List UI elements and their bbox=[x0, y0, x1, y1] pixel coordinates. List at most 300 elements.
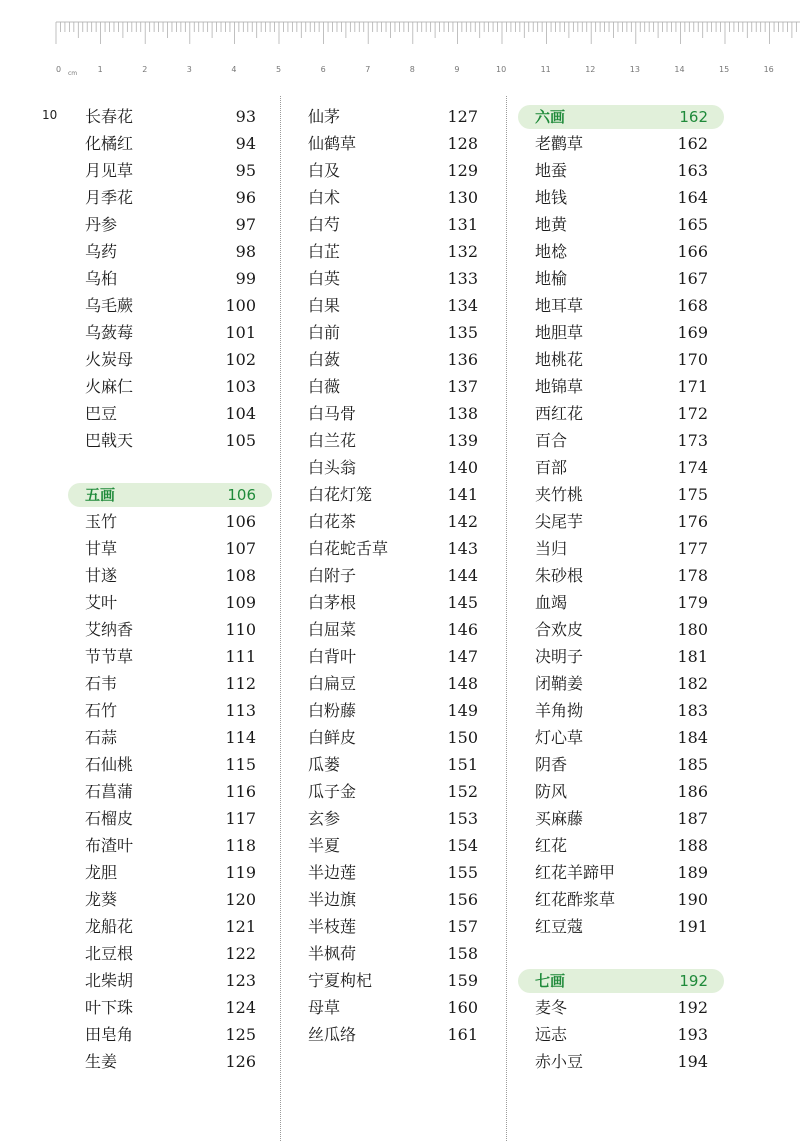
entry-page-number: 189 bbox=[677, 863, 708, 882]
index-entry bbox=[68, 157, 272, 184]
entry-page-number: 93 bbox=[235, 107, 256, 126]
ruler-number: 3 bbox=[186, 65, 192, 74]
herb-name: 红花羊蹄甲 bbox=[535, 863, 616, 882]
herb-name: 红花酢浆草 bbox=[535, 890, 616, 909]
entry-page-number: 165 bbox=[677, 215, 708, 234]
herb-name: 地蚕 bbox=[535, 161, 568, 180]
section-label: 七画 bbox=[535, 972, 566, 990]
entry-page-number: 127 bbox=[447, 107, 478, 126]
index-entry bbox=[68, 778, 272, 805]
index-entry bbox=[518, 1021, 724, 1048]
herb-name: 火炭母 bbox=[85, 350, 134, 369]
herb-name: 化橘红 bbox=[85, 134, 134, 153]
index-entry bbox=[290, 589, 490, 616]
entry-page-number: 112 bbox=[225, 674, 256, 693]
index-entry bbox=[68, 130, 272, 157]
index-entry bbox=[290, 859, 490, 886]
index-entry bbox=[290, 967, 490, 994]
herb-name: 艾叶 bbox=[85, 593, 118, 612]
herb-name: 龙胆 bbox=[85, 863, 118, 882]
herb-name: 甘遂 bbox=[85, 566, 118, 585]
herb-name: 北柴胡 bbox=[85, 971, 134, 990]
stroke-count-section-header bbox=[518, 105, 724, 129]
entry-page-number: 134 bbox=[447, 296, 478, 315]
herb-name: 羊角拗 bbox=[535, 701, 584, 720]
entry-page-number: 157 bbox=[447, 917, 478, 936]
herb-name: 生姜 bbox=[85, 1052, 118, 1071]
herb-name: 半边旗 bbox=[308, 890, 357, 909]
index-entry bbox=[290, 697, 490, 724]
index-entry bbox=[518, 265, 724, 292]
herb-name: 白果 bbox=[308, 296, 341, 315]
herb-name: 仙鹤草 bbox=[308, 134, 357, 153]
entry-page-number: 187 bbox=[677, 809, 708, 828]
index-entry bbox=[518, 778, 724, 805]
herb-name: 白及 bbox=[308, 161, 341, 180]
herb-name: 百合 bbox=[535, 431, 568, 450]
index-entry bbox=[518, 562, 724, 589]
index-entry bbox=[290, 184, 490, 211]
index-entry bbox=[518, 751, 724, 778]
ruler-number: 7 bbox=[365, 65, 371, 74]
entry-page-number: 105 bbox=[225, 431, 256, 450]
entry-page-number: 144 bbox=[447, 566, 478, 585]
index-entry bbox=[518, 535, 724, 562]
entry-page-number: 159 bbox=[447, 971, 478, 990]
column-divider bbox=[280, 96, 281, 1141]
herb-name: 地桃花 bbox=[535, 350, 584, 369]
herb-name: 半枝莲 bbox=[308, 917, 357, 936]
entry-page-number: 176 bbox=[677, 512, 708, 531]
herb-name: 白粉藤 bbox=[308, 701, 357, 720]
herb-name: 长春花 bbox=[85, 107, 134, 126]
herb-name: 地棯 bbox=[535, 242, 568, 261]
herb-name: 石韦 bbox=[85, 674, 118, 693]
herb-name: 防风 bbox=[535, 782, 568, 801]
index-entry bbox=[518, 886, 724, 913]
entry-page-number: 116 bbox=[225, 782, 256, 801]
entry-page-number: 183 bbox=[677, 701, 708, 720]
index-entry bbox=[518, 130, 724, 157]
index-entry bbox=[290, 508, 490, 535]
index-entry bbox=[290, 670, 490, 697]
ruler-number: 5 bbox=[276, 65, 282, 74]
herb-name: 月见草 bbox=[85, 161, 134, 180]
ruler-number: 0 bbox=[56, 65, 62, 74]
herb-name: 巴戟天 bbox=[85, 431, 134, 450]
entry-page-number: 185 bbox=[677, 755, 708, 774]
herb-name: 艾纳香 bbox=[85, 620, 134, 639]
section-page-number: 192 bbox=[679, 971, 708, 990]
index-entry bbox=[290, 319, 490, 346]
index-entry bbox=[68, 670, 272, 697]
index-entry bbox=[290, 346, 490, 373]
index-entry bbox=[68, 859, 272, 886]
index-entry bbox=[518, 508, 724, 535]
index-entry bbox=[518, 670, 724, 697]
index-entry bbox=[290, 940, 490, 967]
herb-name: 乌桕 bbox=[85, 269, 118, 288]
entry-page-number: 121 bbox=[225, 917, 256, 936]
section-spacer bbox=[68, 454, 272, 481]
index-entry bbox=[518, 1048, 724, 1075]
entry-page-number: 94 bbox=[235, 134, 256, 153]
entry-page-number: 160 bbox=[447, 998, 478, 1017]
herb-name: 节节草 bbox=[85, 647, 134, 666]
herb-name: 石榴皮 bbox=[85, 809, 134, 828]
ruler-number: 2 bbox=[142, 65, 148, 74]
index-entry bbox=[290, 481, 490, 508]
entry-page-number: 139 bbox=[447, 431, 478, 450]
index-entry bbox=[518, 589, 724, 616]
herb-name: 月季花 bbox=[85, 188, 134, 207]
index-entry bbox=[68, 373, 272, 400]
entry-page-number: 96 bbox=[235, 188, 256, 207]
index-entry bbox=[290, 157, 490, 184]
herb-name: 麦冬 bbox=[535, 998, 568, 1017]
index-entry bbox=[518, 481, 724, 508]
herb-name: 地钱 bbox=[535, 188, 568, 207]
herb-name: 白鲜皮 bbox=[308, 728, 357, 747]
herb-name: 地榆 bbox=[535, 269, 568, 288]
index-entry bbox=[518, 319, 724, 346]
entry-page-number: 107 bbox=[225, 539, 256, 558]
herb-name: 白附子 bbox=[308, 566, 357, 585]
herb-name: 白芷 bbox=[308, 242, 341, 261]
herb-name: 巴豆 bbox=[85, 404, 118, 423]
entry-page-number: 158 bbox=[447, 944, 478, 963]
herb-name: 火麻仁 bbox=[85, 377, 134, 396]
entry-page-number: 163 bbox=[677, 161, 708, 180]
herb-name: 白兰花 bbox=[308, 431, 357, 450]
entry-page-number: 95 bbox=[235, 161, 256, 180]
index-entry bbox=[68, 427, 272, 454]
entry-page-number: 164 bbox=[677, 188, 708, 207]
index-entry bbox=[68, 724, 272, 751]
herb-name: 闭鞘姜 bbox=[535, 674, 584, 693]
herb-name: 白花灯笼 bbox=[308, 485, 373, 504]
section-page-number: 106 bbox=[227, 485, 256, 504]
index-entry bbox=[68, 805, 272, 832]
ruler-number: 16 bbox=[763, 65, 774, 74]
entry-page-number: 191 bbox=[677, 917, 708, 936]
herb-name: 白芍 bbox=[308, 215, 341, 234]
entry-page-number: 194 bbox=[677, 1052, 708, 1071]
entry-page-number: 169 bbox=[677, 323, 708, 342]
index-entry bbox=[290, 211, 490, 238]
index-entry bbox=[68, 832, 272, 859]
entry-page-number: 99 bbox=[235, 269, 256, 288]
herb-name: 乌蔹莓 bbox=[85, 323, 134, 342]
herb-name: 丝瓜络 bbox=[308, 1025, 357, 1044]
herb-name: 白花茶 bbox=[308, 512, 357, 531]
index-entry bbox=[518, 697, 724, 724]
herb-name: 灯心草 bbox=[535, 728, 584, 747]
herb-name: 白背叶 bbox=[308, 647, 357, 666]
ruler-number: 13 bbox=[629, 65, 640, 74]
entry-page-number: 175 bbox=[677, 485, 708, 504]
herb-name: 瓜蒌 bbox=[308, 755, 341, 774]
index-entry bbox=[68, 400, 272, 427]
index-entry bbox=[518, 292, 724, 319]
index-entry bbox=[290, 238, 490, 265]
ruler-number: 12 bbox=[585, 65, 596, 74]
index-entry bbox=[290, 562, 490, 589]
entry-page-number: 100 bbox=[225, 296, 256, 315]
entry-page-number: 114 bbox=[225, 728, 256, 747]
entry-page-number: 190 bbox=[677, 890, 708, 909]
herb-name: 赤小豆 bbox=[535, 1052, 584, 1071]
herb-name: 母草 bbox=[308, 998, 341, 1017]
entry-page-number: 167 bbox=[677, 269, 708, 288]
entry-page-number: 97 bbox=[235, 215, 256, 234]
herb-name: 地耳草 bbox=[535, 296, 584, 315]
herb-name: 血竭 bbox=[535, 593, 568, 612]
index-entry bbox=[68, 697, 272, 724]
herb-name: 石仙桃 bbox=[85, 755, 134, 774]
entry-page-number: 110 bbox=[225, 620, 256, 639]
herb-name: 西红花 bbox=[535, 404, 584, 423]
herb-name: 白马骨 bbox=[308, 404, 357, 423]
herb-name: 红豆蔻 bbox=[535, 917, 584, 936]
entry-page-number: 151 bbox=[447, 755, 478, 774]
index-entry bbox=[290, 1021, 490, 1048]
entry-page-number: 117 bbox=[225, 809, 256, 828]
herb-name: 乌毛蕨 bbox=[85, 296, 134, 315]
index-entry bbox=[68, 346, 272, 373]
ruler bbox=[0, 0, 800, 90]
ruler-number: 14 bbox=[674, 65, 685, 74]
entry-page-number: 125 bbox=[225, 1025, 256, 1044]
herb-name: 宁夏枸杞 bbox=[308, 971, 373, 990]
index-entry bbox=[68, 994, 272, 1021]
herb-name: 红花 bbox=[535, 836, 568, 855]
entry-page-number: 118 bbox=[225, 836, 256, 855]
herb-name: 决明子 bbox=[535, 647, 584, 666]
index-entry bbox=[68, 535, 272, 562]
herb-name: 白茅根 bbox=[308, 593, 357, 612]
entry-page-number: 154 bbox=[447, 836, 478, 855]
ruler-number: 15 bbox=[719, 65, 730, 74]
herb-name: 地黄 bbox=[535, 215, 568, 234]
herb-name: 龙葵 bbox=[85, 890, 118, 909]
entry-page-number: 177 bbox=[677, 539, 708, 558]
entry-page-number: 179 bbox=[677, 593, 708, 612]
index-entry bbox=[290, 454, 490, 481]
index-entry bbox=[290, 616, 490, 643]
entry-page-number: 113 bbox=[225, 701, 256, 720]
index-entry bbox=[518, 859, 724, 886]
index-entry bbox=[290, 265, 490, 292]
herb-name: 龙船花 bbox=[85, 917, 134, 936]
herb-name: 当归 bbox=[535, 539, 568, 558]
herb-name: 布渣叶 bbox=[85, 836, 134, 855]
index-entry bbox=[518, 184, 724, 211]
index-entry bbox=[518, 346, 724, 373]
herb-name: 地锦草 bbox=[535, 377, 584, 396]
index-entry bbox=[518, 400, 724, 427]
column-divider bbox=[506, 96, 507, 1141]
index-entry bbox=[290, 724, 490, 751]
entry-page-number: 109 bbox=[225, 593, 256, 612]
herb-name: 玄参 bbox=[308, 809, 341, 828]
herb-name: 北豆根 bbox=[85, 944, 134, 963]
herb-name: 白头翁 bbox=[308, 458, 357, 477]
index-entry bbox=[68, 562, 272, 589]
entry-page-number: 126 bbox=[225, 1052, 256, 1071]
entry-page-number: 147 bbox=[447, 647, 478, 666]
entry-page-number: 103 bbox=[225, 377, 256, 396]
herb-name: 远志 bbox=[535, 1025, 568, 1044]
entry-page-number: 171 bbox=[677, 377, 708, 396]
ruler-unit: cm bbox=[68, 70, 78, 77]
entry-page-number: 148 bbox=[447, 674, 478, 693]
entry-page-number: 124 bbox=[225, 998, 256, 1017]
index-entry bbox=[290, 778, 490, 805]
entry-page-number: 108 bbox=[225, 566, 256, 585]
index-entry bbox=[68, 886, 272, 913]
entry-page-number: 172 bbox=[677, 404, 708, 423]
entry-page-number: 146 bbox=[447, 620, 478, 639]
section-spacer bbox=[518, 940, 724, 967]
index-entry bbox=[518, 454, 724, 481]
entry-page-number: 111 bbox=[225, 647, 256, 666]
index-entry bbox=[68, 319, 272, 346]
ruler-number: 10 bbox=[496, 65, 507, 74]
herb-name: 半枫荷 bbox=[308, 944, 357, 963]
herb-name: 夹竹桃 bbox=[535, 485, 584, 504]
herb-name: 丹参 bbox=[85, 215, 118, 234]
entry-page-number: 166 bbox=[677, 242, 708, 261]
index-entry bbox=[68, 940, 272, 967]
index-entry bbox=[290, 751, 490, 778]
entry-page-number: 133 bbox=[447, 269, 478, 288]
index-entry bbox=[290, 103, 490, 130]
entry-page-number: 101 bbox=[225, 323, 256, 342]
entry-page-number: 184 bbox=[677, 728, 708, 747]
entry-page-number: 193 bbox=[677, 1025, 708, 1044]
index-entry bbox=[290, 643, 490, 670]
index-entry bbox=[290, 994, 490, 1021]
index-entry bbox=[290, 535, 490, 562]
herb-name: 白前 bbox=[308, 323, 341, 342]
index-entry bbox=[290, 913, 490, 940]
index-entry bbox=[290, 373, 490, 400]
entry-page-number: 102 bbox=[225, 350, 256, 369]
index-entry bbox=[518, 373, 724, 400]
index-entry bbox=[290, 832, 490, 859]
entry-page-number: 186 bbox=[677, 782, 708, 801]
herb-name: 合欢皮 bbox=[535, 620, 584, 639]
herb-name: 老鹳草 bbox=[535, 134, 584, 153]
herb-name: 玉竹 bbox=[85, 512, 118, 531]
index-entry bbox=[68, 967, 272, 994]
index-entry bbox=[68, 913, 272, 940]
entry-page-number: 156 bbox=[447, 890, 478, 909]
herb-name: 石菖蒲 bbox=[85, 782, 134, 801]
entry-page-number: 141 bbox=[447, 485, 478, 504]
entry-page-number: 155 bbox=[447, 863, 478, 882]
index-entry bbox=[68, 103, 272, 130]
index-entry bbox=[518, 211, 724, 238]
index-entry bbox=[68, 751, 272, 778]
entry-page-number: 106 bbox=[225, 512, 256, 531]
entry-page-number: 188 bbox=[677, 836, 708, 855]
index-entry bbox=[68, 643, 272, 670]
index-entry bbox=[518, 832, 724, 859]
herb-name: 白英 bbox=[308, 269, 341, 288]
entry-page-number: 115 bbox=[225, 755, 256, 774]
section-label: 五画 bbox=[85, 486, 116, 504]
entry-page-number: 128 bbox=[447, 134, 478, 153]
index-entry bbox=[68, 616, 272, 643]
entry-page-number: 120 bbox=[225, 890, 256, 909]
entry-page-number: 152 bbox=[447, 782, 478, 801]
ruler-number: 11 bbox=[540, 65, 551, 74]
herb-name: 白扁豆 bbox=[308, 674, 357, 693]
entry-page-number: 131 bbox=[447, 215, 478, 234]
index-column-1 bbox=[68, 103, 272, 1075]
entry-page-number: 161 bbox=[447, 1025, 478, 1044]
section-label: 六画 bbox=[535, 108, 566, 126]
entry-page-number: 182 bbox=[677, 674, 708, 693]
herb-name: 尖尾芋 bbox=[535, 512, 584, 531]
index-entry bbox=[68, 238, 272, 265]
herb-name: 田皂角 bbox=[85, 1025, 134, 1044]
index-entry bbox=[68, 211, 272, 238]
entry-page-number: 168 bbox=[677, 296, 708, 315]
herb-name: 半夏 bbox=[308, 836, 341, 855]
ruler-number: 4 bbox=[231, 65, 237, 74]
herb-name: 石竹 bbox=[85, 701, 118, 720]
entry-page-number: 140 bbox=[447, 458, 478, 477]
entry-page-number: 180 bbox=[677, 620, 708, 639]
herb-name: 叶下珠 bbox=[85, 998, 134, 1017]
ruler-number: 8 bbox=[409, 65, 415, 74]
entry-page-number: 145 bbox=[447, 593, 478, 612]
index-entry bbox=[68, 265, 272, 292]
index-entry bbox=[518, 616, 724, 643]
index-entry bbox=[68, 589, 272, 616]
herb-name: 地胆草 bbox=[535, 323, 584, 342]
entry-page-number: 149 bbox=[447, 701, 478, 720]
herb-name: 石蒜 bbox=[85, 728, 118, 747]
herb-name: 白花蛇舌草 bbox=[308, 539, 389, 558]
herb-name: 白术 bbox=[308, 188, 341, 207]
entry-page-number: 138 bbox=[447, 404, 478, 423]
index-entry bbox=[290, 427, 490, 454]
entry-page-number: 153 bbox=[447, 809, 478, 828]
section-page-number: 162 bbox=[679, 107, 708, 126]
herb-name: 朱砂根 bbox=[535, 566, 584, 585]
herb-name: 半边莲 bbox=[308, 863, 357, 882]
ruler-ticks bbox=[0, 0, 800, 64]
page-number: 10 bbox=[42, 108, 58, 122]
index-entry bbox=[290, 805, 490, 832]
index-entry bbox=[518, 427, 724, 454]
entry-page-number: 132 bbox=[447, 242, 478, 261]
ruler-number: 6 bbox=[320, 65, 326, 74]
herb-name: 百部 bbox=[535, 458, 568, 477]
index-entry bbox=[68, 1048, 272, 1075]
index-entry bbox=[518, 724, 724, 751]
index-entry bbox=[518, 157, 724, 184]
index-entry bbox=[518, 643, 724, 670]
index-entry bbox=[68, 292, 272, 319]
entry-page-number: 129 bbox=[447, 161, 478, 180]
entry-page-number: 178 bbox=[677, 566, 708, 585]
herb-name: 白薇 bbox=[308, 377, 341, 396]
